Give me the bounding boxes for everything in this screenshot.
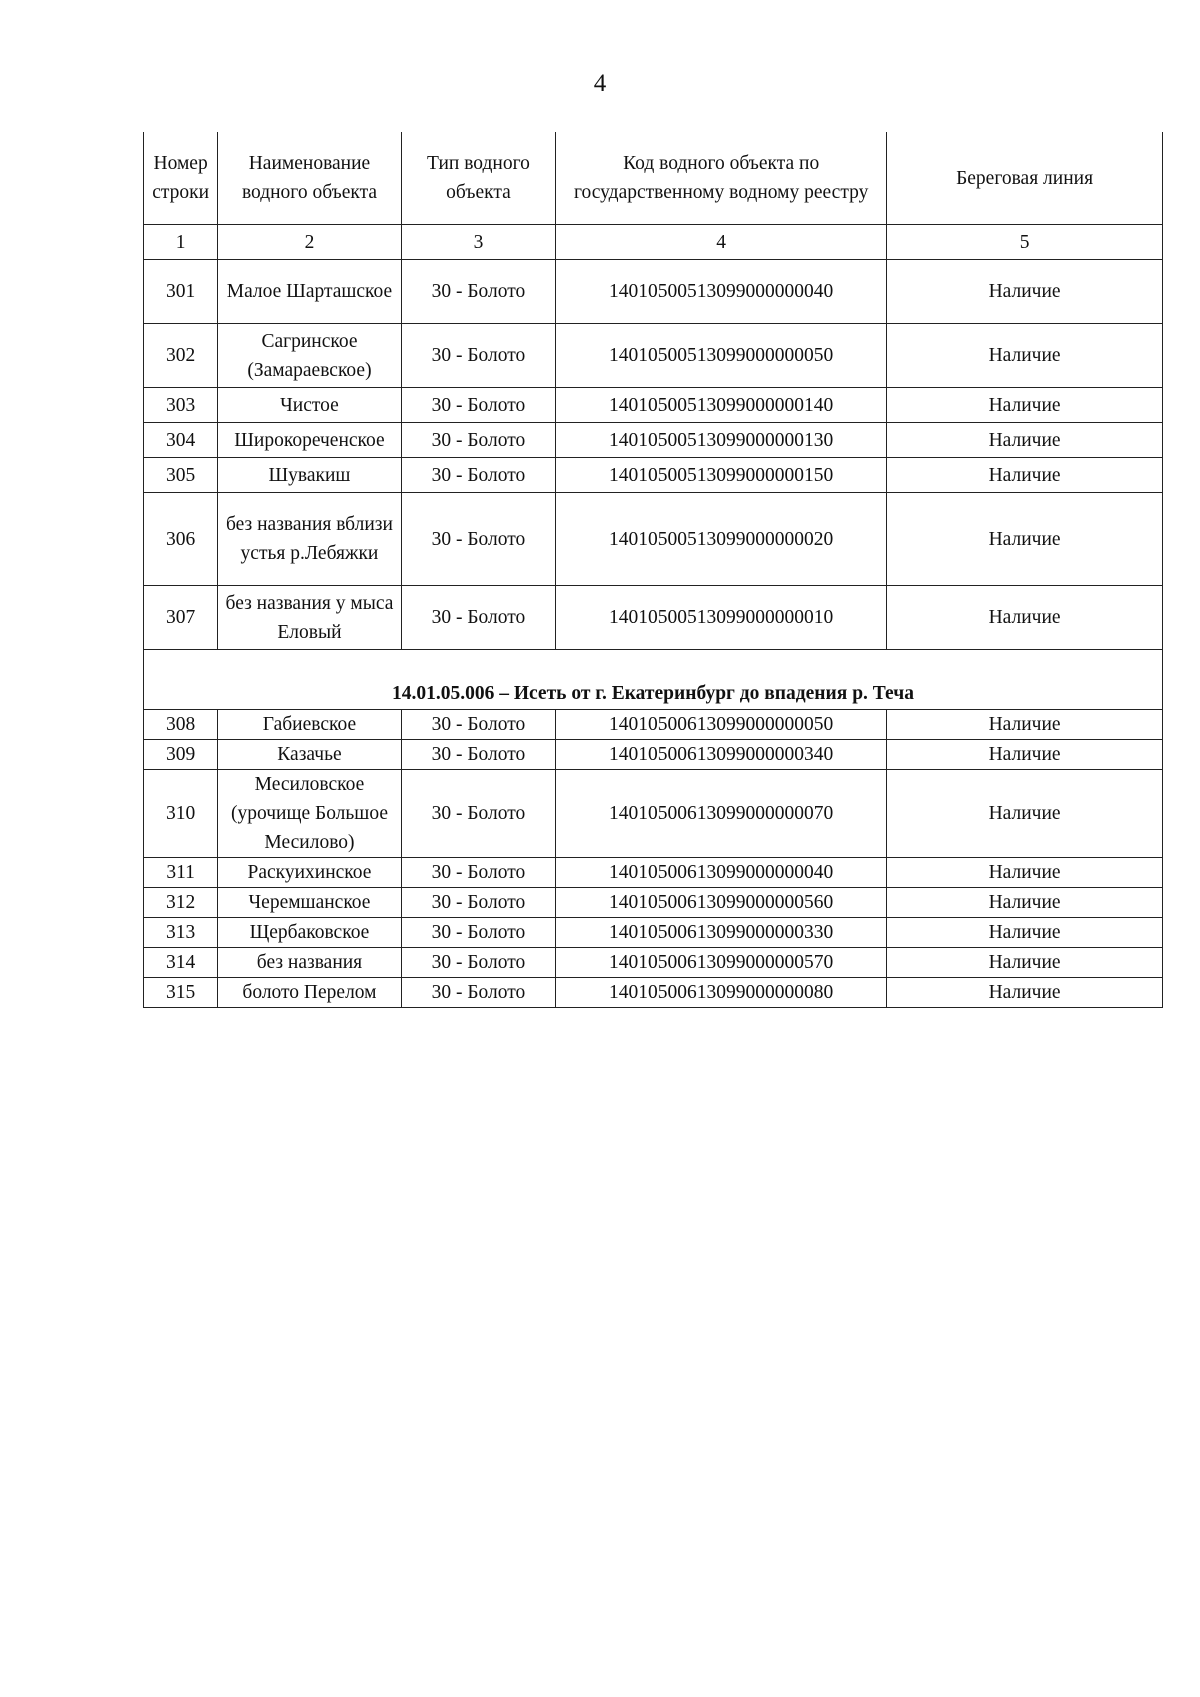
row-number-cell: 307 [144, 586, 218, 650]
row-number-cell: 304 [144, 423, 218, 458]
row-number-cell: 303 [144, 388, 218, 423]
table-row [144, 858, 1163, 888]
table-row [144, 423, 1163, 458]
table-header-row [144, 132, 1163, 225]
section-title: 14.01.05.006 – Исеть от г. Екатеринбург до впадения р. Теча [144, 650, 1163, 710]
column-number: 1 [144, 225, 218, 260]
registry-code-cell: 14010500613099000000070 [556, 770, 887, 858]
registry-code-cell: 14010500513099000000140 [556, 388, 887, 423]
row-number-cell: 302 [144, 324, 218, 388]
shoreline-cell: Наличие [887, 948, 1163, 978]
shoreline-cell: Наличие [887, 388, 1163, 423]
table-row [144, 324, 1163, 388]
registry-code-cell: 14010500513099000000130 [556, 423, 887, 458]
section-title-row [144, 650, 1163, 710]
object-type-cell: 30 - Болото [401, 710, 555, 740]
registry-code-cell: 14010500513099000000040 [556, 260, 887, 324]
row-number-cell: 315 [144, 978, 218, 1008]
object-name-cell: Шувакиш [218, 458, 402, 493]
table-row [144, 888, 1163, 918]
object-name-cell: Черемшанское [218, 888, 402, 918]
object-name-cell: без названия вблизи устья р.Лебяжки [218, 493, 402, 586]
registry-code-cell: 14010500613099000000570 [556, 948, 887, 978]
column-number: 4 [556, 225, 887, 260]
registry-code-cell: 14010500613099000000340 [556, 740, 887, 770]
row-number-cell: 305 [144, 458, 218, 493]
object-name-cell: Раскуихинское [218, 858, 402, 888]
object-name-cell: Чистое [218, 388, 402, 423]
table-row [144, 458, 1163, 493]
shoreline-cell: Наличие [887, 324, 1163, 388]
object-type-cell: 30 - Болото [401, 586, 555, 650]
table-row [144, 770, 1163, 858]
registry-code-cell: 14010500513099000000150 [556, 458, 887, 493]
row-number-cell: 312 [144, 888, 218, 918]
registry-code-cell: 14010500613099000000050 [556, 710, 887, 740]
table-row [144, 586, 1163, 650]
table-row [144, 493, 1163, 586]
table-row [144, 948, 1163, 978]
shoreline-cell: Наличие [887, 423, 1163, 458]
page-number: 4 [593, 70, 607, 97]
shoreline-cell: Наличие [887, 740, 1163, 770]
shoreline-cell: Наличие [887, 493, 1163, 586]
shoreline-cell: Наличие [887, 978, 1163, 1008]
header-object-name: Наименование водного объекта [218, 132, 402, 225]
object-type-cell: 30 - Болото [401, 324, 555, 388]
object-name-cell: без названия у мыса Еловый [218, 586, 402, 650]
table-row [144, 978, 1163, 1008]
water-objects-table [143, 132, 1163, 1008]
row-number-cell: 301 [144, 260, 218, 324]
object-type-cell: 30 - Болото [401, 260, 555, 324]
header-object-type: Тип водного объекта [401, 132, 555, 225]
shoreline-cell: Наличие [887, 260, 1163, 324]
header-shoreline: Береговая линия [887, 132, 1163, 225]
table-row [144, 260, 1163, 324]
object-name-cell: Сагринское (Замараевское) [218, 324, 402, 388]
registry-code-cell: 14010500513099000000020 [556, 493, 887, 586]
column-number: 2 [218, 225, 402, 260]
object-type-cell: 30 - Болото [401, 978, 555, 1008]
object-type-cell: 30 - Болото [401, 948, 555, 978]
registry-code-cell: 14010500613099000000040 [556, 858, 887, 888]
registry-code-cell: 14010500613099000000560 [556, 888, 887, 918]
row-number-cell: 308 [144, 710, 218, 740]
table-row [144, 388, 1163, 423]
row-number-cell: 313 [144, 918, 218, 948]
table-row [144, 710, 1163, 740]
object-name-cell: Габиевское [218, 710, 402, 740]
column-number-row [144, 225, 1163, 260]
column-number: 3 [401, 225, 555, 260]
object-name-cell: болото Перелом [218, 978, 402, 1008]
header-registry-code: Код водного объекта по государственному водному реестру [556, 132, 887, 225]
shoreline-cell: Наличие [887, 458, 1163, 493]
registry-code-cell: 14010500513099000000010 [556, 586, 887, 650]
object-type-cell: 30 - Болото [401, 458, 555, 493]
shoreline-cell: Наличие [887, 918, 1163, 948]
registry-code-cell: 14010500513099000000050 [556, 324, 887, 388]
row-number-cell: 309 [144, 740, 218, 770]
object-name-cell: без названия [218, 948, 402, 978]
object-type-cell: 30 - Болото [401, 388, 555, 423]
object-type-cell: 30 - Болото [401, 770, 555, 858]
registry-code-cell: 14010500613099000000080 [556, 978, 887, 1008]
object-type-cell: 30 - Болото [401, 918, 555, 948]
row-number-cell: 310 [144, 770, 218, 858]
object-name-cell: Месиловское (урочище Большое Месилово) [218, 770, 402, 858]
column-number: 5 [887, 225, 1163, 260]
shoreline-cell: Наличие [887, 710, 1163, 740]
object-type-cell: 30 - Болото [401, 888, 555, 918]
row-number-cell: 311 [144, 858, 218, 888]
object-type-cell: 30 - Болото [401, 423, 555, 458]
shoreline-cell: Наличие [887, 770, 1163, 858]
table-row [144, 740, 1163, 770]
row-number-cell: 306 [144, 493, 218, 586]
object-type-cell: 30 - Болото [401, 740, 555, 770]
object-type-cell: 30 - Болото [401, 858, 555, 888]
header-row-number: Номер строки [144, 132, 218, 225]
shoreline-cell: Наличие [887, 858, 1163, 888]
object-name-cell: Щербаковское [218, 918, 402, 948]
registry-code-cell: 14010500613099000000330 [556, 918, 887, 948]
shoreline-cell: Наличие [887, 586, 1163, 650]
object-type-cell: 30 - Болото [401, 493, 555, 586]
row-number-cell: 314 [144, 948, 218, 978]
object-name-cell: Малое Шарташское [218, 260, 402, 324]
object-name-cell: Широкореченское [218, 423, 402, 458]
object-name-cell: Казачье [218, 740, 402, 770]
table-row [144, 918, 1163, 948]
shoreline-cell: Наличие [887, 888, 1163, 918]
